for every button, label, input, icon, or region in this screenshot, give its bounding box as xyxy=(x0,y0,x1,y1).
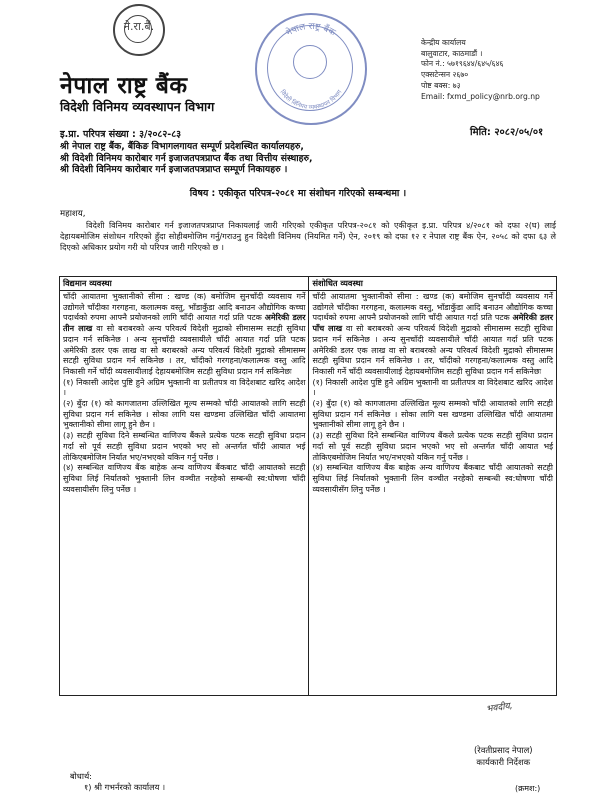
signatory-title: कार्यकारी निर्देशक xyxy=(476,757,531,767)
amended-item: (२) बुँदा (१) को कागजातमा उल्लिखित मूल्य सम्मको चाँदी आयातको लागि सटही सुविधा प्रदान गर्न सकिनेछ । सोका लागि यस खण्डमा उल्लिखित चाँदी आयातमा भुक्तानीको सीमा लागू हुने छैन । xyxy=(312,399,553,430)
current-limit-highlight: अमेरिकी डलर तीन लाख xyxy=(63,313,306,334)
amended-provision-cell xyxy=(309,291,557,696)
subject-line: विषय : एकीकृत परिपत्र-२०८१ मा संशोधन गरिएको सम्बन्धमा । xyxy=(189,188,407,199)
contact-line: केन्द्रीय कार्यालय xyxy=(421,38,466,47)
svg-text:विदेशी विनिमय व्यवस्थापन विभाग xyxy=(279,88,344,111)
stamp-bottom-text: विदेशी विनिमय व्यवस्थापन विभाग xyxy=(278,88,344,112)
current-item: (३) सटही सुविधा दिने सम्बन्धित वाणिज्य बैंकले प्रत्येक पटक सटही सुविधा प्रदान गर्दा सो पूर्व सटही सुविधा प्रदान भएको भए सो अन्तर्गत चाँदी आयात भई तोकिएबमोजिम निर्यात भए/नभएको यकिन गर्नु पर्नेछ । xyxy=(63,431,306,462)
recipient-line: श्री विदेशी विनिमय कारोबार गर्न इजाजतपत्रप्राप्त सम्पूर्ण निकायहरु । xyxy=(60,164,288,176)
handwritten-signature: भवदीय, xyxy=(485,701,514,715)
current-text-a: चाँदी आयातमा भुक्तानीको सीमा : खण्ड (क) बमोजिम सुनचाँदी व्यवसाय गर्ने उद्योगले चाँदीका गरगहना, कलात्मक वस्तु, भाँडाकुँडा आदि बनाउन औद्योगिक कच्चा पदार्थको रुपमा आफ्नै प्रयोजनको लागि चाँदी आयात गर्दा प्रति पटक xyxy=(63,292,306,323)
stamp-top-text: नेपाल राष्ट्र बैंक xyxy=(284,21,337,39)
copy-to-item: १) श्री गभर्नरको कार्यालय । xyxy=(84,782,166,792)
continued-note: (क्रमश:) xyxy=(515,784,541,793)
current-text-b: वा सो बराबरको अन्य परिवर्त्य विदेशी मुद्राको सीमासम्म सटही सुविधा प्रदान गर्न सकिनेछ । अन्य सुनचाँदी व्यवसायीले चाँदी आयात गर्दा प्रति पटक अमेरिकी डलर एक लाख वा सो बराबरको अन्य परिवर्त्य विदेशी मुद्राको सीमासम्म सटही सुविधा प्रदान गर्न सकिनेछ । तर, चाँदीको गरगहना/कलात्मक वस्तु आदि निकासी गर्ने चाँदी व्यवसायीलाई देहायबमोजिम सटही सुविधा प्रदान गर्न सकिनेछः xyxy=(63,324,306,376)
amended-item: (४) सम्बन्धित वाणिज्य बैंक बाहेक अन्य वाणिज्य बैंकबाट चाँदी आयातको सटही सुविधा लिई निर्यातको भुक्तानी लिन वञ्चीत नरहेको सम्बन्धी स्व:घोषणा चाँदी व्यवसायीसँग लिनु पर्नेछ । xyxy=(312,463,553,494)
svg-text:नेपाल राष्ट्र बैंक xyxy=(284,22,338,39)
copy-to-label: बोधार्थ: xyxy=(70,771,92,781)
amended-item: (१) निकासी आदेश पुष्टि हुने अग्रिम भुक्तानी वा प्रतीतपत्र वा विदेशबाट खरिद आदेश । xyxy=(312,377,553,398)
issue-date: मिति: २०८२/०५/०१ xyxy=(470,127,544,138)
amended-main-paragraph xyxy=(312,292,553,378)
current-main-paragraph xyxy=(63,292,305,378)
bank-emblem xyxy=(113,4,165,56)
current-item: (२) बुँदा (१) को कागजातमा उल्लिखित मूल्य सम्मको चाँदी आयातको लागि सटही सुविधा प्रदान गर्न सकिनेछ । सोका लागि यस खण्डमा उल्लिखित चाँदी आयातमा भुक्तानीको सीमा लागू हुने छैन । xyxy=(63,399,306,430)
reference-number: इ.प्रा. परिपत्र संख्या : ३/२०८२-८३ xyxy=(60,129,182,140)
current-item: (१) निकासी आदेश पुष्टि हुने अग्रिम भुक्तानी वा प्रतीतपत्र वा विदेशबाट खरिद आदेश । xyxy=(63,377,306,398)
copy-to-block xyxy=(70,771,165,793)
stamp-lettering xyxy=(257,15,365,123)
bank-emblem-text: ने.रा.बैं. xyxy=(123,20,155,33)
intro-paragraph: विदेशी विनिमय कारोबार गर्न इजाजतपत्रप्राप्त निकायलाई जारी गरिएको एकीकृत परिपत्र-२०८१ को एकीकृत इ.प्रा. परिपत्र ४/२०८१ को दफा २(घ) लाई देहायबमोजिम संशोधन गरिएको हुँदा सोहीबमोजिम गर्नु/गराउनु हुन विदेशी विनिमय (नियमित गर्ने) ऐन, २०१९ को दफा १२ र नेपाल राष्ट्र बैंक ऐन, २०५८ को दफा ६३ ले दिएको अधिकार प्रयोग गरी यो परिपत्र जारी गरिएको छ । xyxy=(60,220,556,252)
recipients xyxy=(60,141,312,176)
contact-email: Email: fxmd_policy@nrb.org.np xyxy=(421,91,540,101)
amended-text-b: वा सो बराबरको अन्य परिवर्त्य विदेशी मुद्राको सीमासम्म सटही सुविधा प्रदान गर्न सकिनेछ । अन्य सुनचाँदी व्यवसायीले चाँदी आयात गर्दा प्रति पटक अमेरिकी डलर एक लाख वा सो बराबरको अन्य परिवर्त्य विदेशी मुद्राको सीमासम्म सटही सुविधा प्रदान गर्न सकिनेछ । तर, चाँदीको गरगहना/कलात्मक वस्तु आदि निकासी गर्ने चाँदी व्यवसायीलाई देहायबमोजिम सटही सुविधा प्रदान गर्न सकिनेछः xyxy=(312,324,553,376)
salutation: महाशय, xyxy=(60,209,86,219)
contact-block xyxy=(421,38,540,102)
table-header-row xyxy=(60,277,557,291)
contact-line: बालुवाटार, काठमाडौं । xyxy=(421,48,483,58)
current-item: (४) सम्बन्धित वाणिज्य बैंक बाहेक अन्य वाणिज्य बैंकबाट चाँदी आयातको सटही सुविधा लिई निर्यातको भुक्तानी लिन वञ्चीत नरहेको सम्बन्धी स्व:घोषणा चाँदी व्यवसायीसँग लिनु पर्नेछ । xyxy=(63,463,306,494)
signatory-name: (रेवतीप्रसाद नेपाल) xyxy=(474,745,533,755)
contact-line: एक्सटेन्सन २६७० xyxy=(421,70,469,80)
department-name: विदेशी विनिमय व्यवस्थापन विभाग xyxy=(60,99,215,114)
amended-text-a: चाँदी आयातमा भुक्तानीको सीमा : खण्ड (क) बमोजिम सुनचाँदी व्यवसाय गर्ने उद्योगले चाँदीका गरगहना, कलात्मक वस्तु, भाँडाकुँडा आदि बनाउन औद्योगिक कच्चा पदार्थको रुपमा आफ्नै प्रयोजनको लागि चाँदी आयात गर्दा प्रति पटक xyxy=(312,292,553,323)
contact-line: फोन नं.: ५७१९६४४/६४५/६४६ xyxy=(421,59,504,69)
column-header-amended: संशोधित व्यवस्था xyxy=(309,277,557,291)
recipient-line: श्री नेपाल राष्ट्र बैंक, बैंकिङ विभागलगायत सम्पूर्ण प्रदेशस्थित कार्यालयहरु, xyxy=(60,141,304,152)
contact-line: पोष्ट बक्स: ७३ xyxy=(421,80,461,90)
current-provision-cell xyxy=(60,291,309,696)
table-row xyxy=(60,291,557,696)
comparison-table xyxy=(59,276,557,696)
department-stamp xyxy=(255,13,367,125)
bank-name: नेपाल राष्ट्र बैंक xyxy=(60,73,188,99)
amended-limit-highlight: अमेरिकी डलर पाँच लाख xyxy=(312,313,553,334)
column-header-current: विद्यमान व्यवस्था xyxy=(60,277,309,291)
recipient-line: श्री विदेशी विनिमय कारोबार गर्न इजाजतपत्रप्राप्त बैंक तथा वित्तीय संस्थाहरु, xyxy=(60,152,313,164)
amended-item: (३) सटही सुविधा दिने सम्बन्धित वाणिज्य बैंकले प्रत्येक पटक सटही सुविधा प्रदान गर्दा सो पूर्व सटही सुविधा प्रदान भएको भए सो अन्तर्गत चाँदी आयात भई तोकिएबमोजिम निर्यात भए/नभएको यकिन गर्नु पर्नेछ । xyxy=(312,431,553,462)
signatory-block xyxy=(474,744,533,768)
